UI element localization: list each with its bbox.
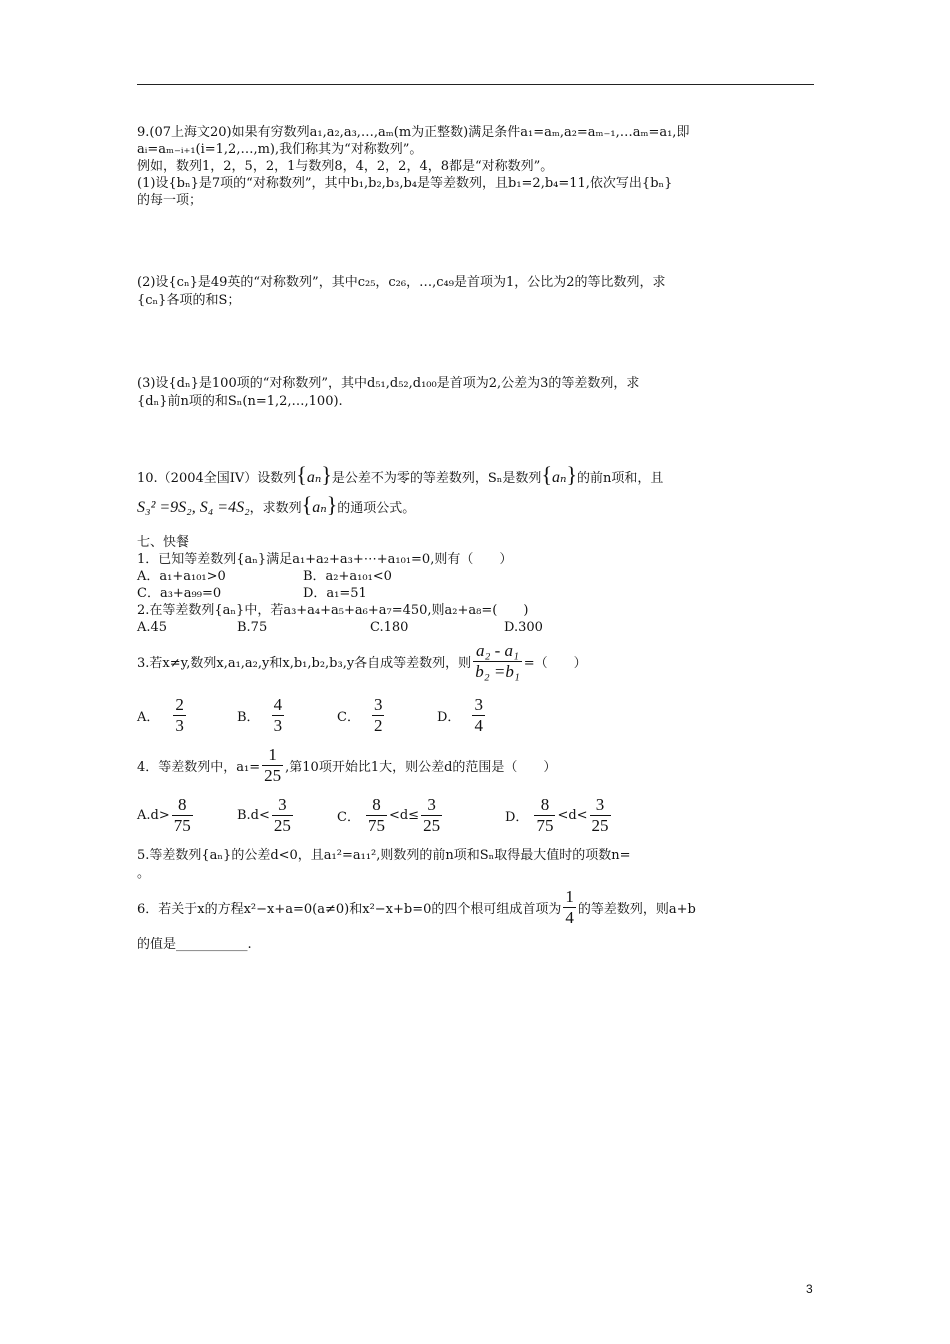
q10-prefix: 10.（2004全国IV）设数列 [137, 471, 297, 486]
s7-q3-option-a: A． $\frac{2}{3}$ [137, 695, 184, 735]
s7-q6-line2: 的值是___________. [137, 937, 252, 952]
s7-q2: 2.在等差数列{aₙ}中，若a₃+a₄+a₅+a₆+a₇=450,则a₂+a₈=( ) [137, 603, 529, 618]
s7-q4: 4．等差数列中，a₁= $\frac{1}{25}$ ,第10项开始比1大，则公差d的范围是（ ） [137, 745, 557, 785]
q10-seq-c: {aₙ} [301, 492, 338, 517]
s7-q1-option-b: B．a₂+a₁₀₁<0 [303, 569, 392, 584]
q9-part2-line2: {cₙ}各项的和S； [137, 293, 241, 308]
s7-q3-denominator: b₂ =b₁ [475, 662, 520, 681]
q10-equation: S₃² =9S₂, S₄ =4S₂ [137, 499, 250, 516]
q10-line2 [137, 492, 415, 522]
s7-q1: 1．已知等差数列{aₙ}满足a₁+a₂+a₃+⋯+a₁₀₁=0,则有（ ） [137, 552, 513, 567]
s7-q2-option-a: A.45 [137, 620, 168, 635]
q10-line1 [137, 462, 663, 492]
s7-q5: 5.等差数列{aₙ}的公差d<0，且a₁²=a₁₁²,则数列的前n项和Sₙ取得最大值时的项数n= [137, 848, 631, 863]
q9-line2: aᵢ=aₘ₋ᵢ₊₁(i=1,2,…,m),我们称其为“对称数列”。 [137, 142, 423, 157]
q9-part1-line1: (1)设{bₙ}是7项的“对称数列”，其中b₁,b₂,b₃,b₄是等差数列，且b₁=2,b₄=11,依次写出{bₙ} [137, 176, 673, 191]
s7-q3-numerator: a₂ - a₁ [475, 641, 519, 660]
s7-q2-option-b: B.75 [237, 620, 268, 635]
q9-part3-line2: {dₙ}前n项的和Sₙ(n=1,2,…,100). [137, 394, 343, 409]
s7-q2-option-d: D.300 [504, 620, 543, 635]
s7-q5-end: 。 [137, 866, 151, 881]
q10-tail2: 的通项公式。 [337, 501, 416, 516]
q9-part2-line1: (2)设{cₙ}是49英的“对称数列”，其中c₂₅，c₂₆，…,c₄₉是首项为1，公比为2的等比数列，求 [137, 275, 666, 290]
s7-q1-option-a: A．a₁+a₁₀₁>0 [137, 569, 226, 584]
s7-q2-option-c: C.180 [370, 620, 409, 635]
q10-seq-b: {aₙ} [541, 462, 578, 487]
s7-q3-end: =（ ） [523, 656, 587, 671]
page-number: 3 [806, 1282, 813, 1296]
s7-q3-option-c: C． $\frac{3}{2}$ [337, 695, 383, 735]
section-title: 七、快餐 [137, 535, 190, 550]
q10-seq-a: {aₙ} [296, 462, 332, 487]
q9-line1: 9.(07上海文20)如果有穷数列a₁,a₂,a₃,…,aₘ(m为正整数)满足条件a₁=aₘ,a₂=aₘ₋₁,…aₘ=a₁,即 [137, 125, 690, 140]
s7-q4-option-d: D． $\frac{8}{75}$ <d< $\frac{3}{25}$ [505, 795, 609, 835]
s7-q3-option-d: D． $\frac{3}{4}$ [437, 695, 483, 735]
q10-tail1: ，求数列 [249, 501, 302, 516]
q9-part1-line2: 的每一项； [137, 193, 203, 208]
q10-mid: 是公差不为零的等差数列，Sₙ是数列 [331, 471, 542, 486]
q9-part3-line1: (3)设{dₙ}是100项的“对称数列”，其中d₅₁,d₅₂,d₁₀₀是首项为2,公差为3的等差数列，求 [137, 376, 640, 391]
s7-q3-option-b: B． $\frac{4}{3}$ [237, 695, 283, 735]
s7-q6: 6．若关于x的方程x²−x+a=0(a≠0)和x²−x+b=0的四个根可组成首项为 $\frac{1}{4}$ 的等差数列，则a+b [137, 887, 696, 927]
s7-q4-option-c: C． $\frac{8}{75}$ <d≤ $\frac{3}{25}$ [337, 795, 441, 835]
s7-q1-option-d: D．a₁=51 [303, 586, 367, 601]
s7-q4-option-a: A.d> $\frac{8}{75}$ [137, 795, 191, 835]
s7-q4-option-b: B.d< $\frac{3}{25}$ [237, 795, 291, 835]
header-rule [137, 84, 814, 85]
s7-q3-text: 3.若x≠y,数列x,a₁,a₂,y和x,b₁,b₂,b₃,y各自成等差数列，则 [137, 656, 472, 671]
s7-q3-fraction [473, 641, 522, 682]
s7-q1-option-c: C．a₃+a₉₉=0 [137, 586, 222, 601]
s7-q3 [137, 641, 587, 682]
q10-suffix: 的前n项和，且 [577, 471, 664, 486]
q9-line3: 例如，数列1，2，5，2，1与数列8，4，2，2，4，8都是“对称数列”。 [137, 159, 554, 174]
